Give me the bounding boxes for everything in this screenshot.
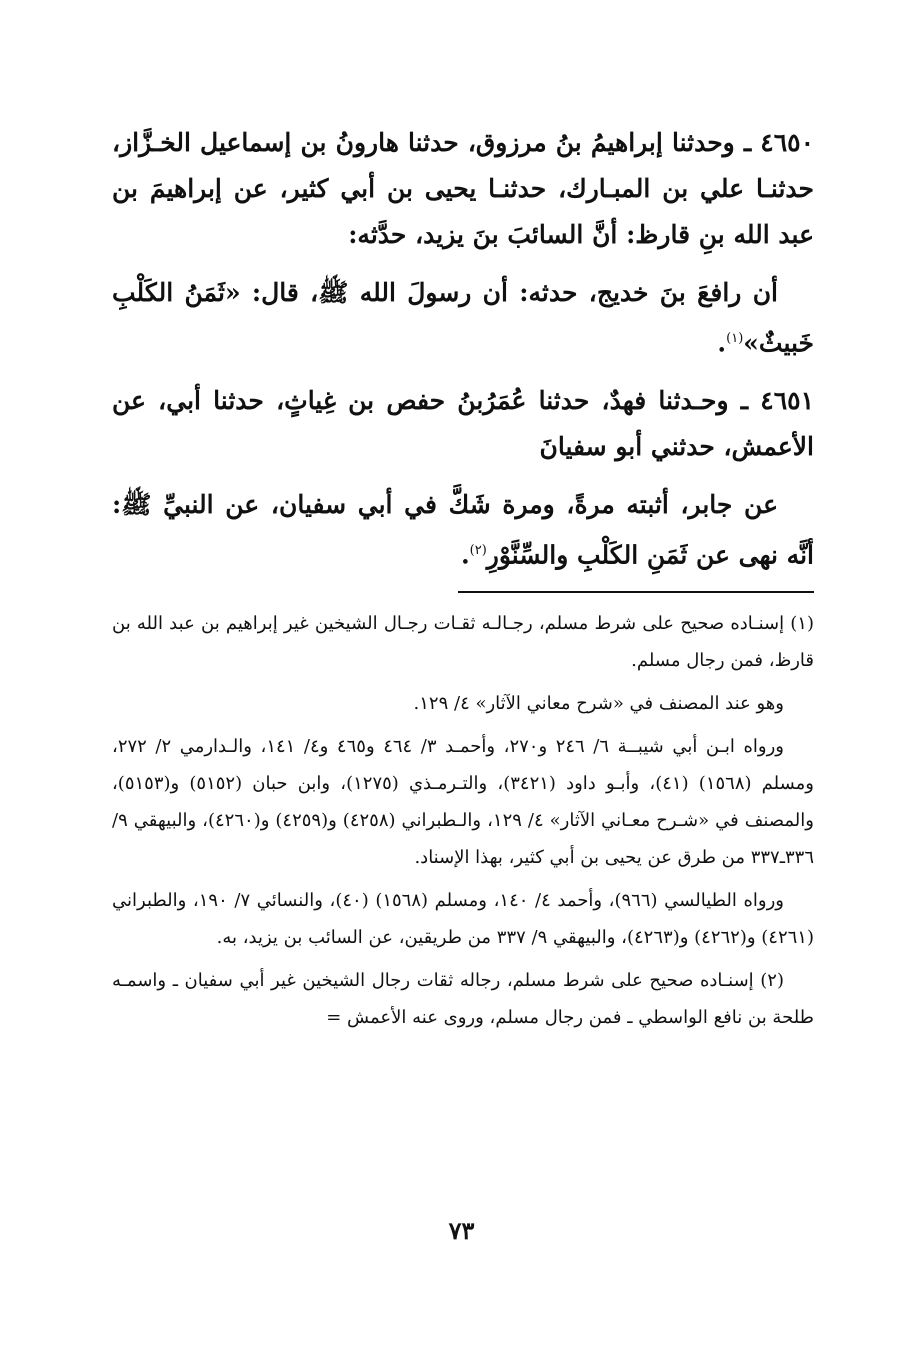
footnote-1-sources-a: ورواه ابـن أبي شيبــة ٦/ ٢٤٦ و٢٧٠، وأحمـد ٣/ ٤٦٤ و٤٦٥ و٤/ ١٤١، والـدارمي ٢/ ٢٧٢، ومسلم (١٥٦٨) (٤١)، وأبـو داود (٣٤٢١)، والتـرمـذي (١٢٧٥)، وابن حبان (٥١٥٢) و(٥١٥٣)، والمصنف في «شـرح معـاني الآثار» ٤/ ١٢٩، والـطبراني (٤٢٥٨) و(٤٢٥٩) و(٤٢٦٠)، والبيهقي ٩/ ٣٣٦ـ٣٣٧ من طرق عن يحيى بن أبي كثير، بهذا الإسناد. (112, 735, 814, 868)
hadith-4650-isnad (112, 120, 814, 258)
footnote-1-sources-b: ورواه الطيالسي (٩٦٦)، وأحمد ٤/ ١٤٠، ومسلم (١٥٦٨) (٤٠)، والنسائي ٧/ ١٩٠، والطبراني (٤٢٦١) و(٤٢٦٢) و(٤٢٦٣)، والبيهقي ٩/ ٣٣٧ من طريقين، عن السائب بن يزيد، به. (112, 889, 814, 948)
hadith-4650-end: . (717, 328, 727, 358)
hadith-4650-matn (112, 270, 814, 366)
page-number: ٧٣ (448, 1216, 475, 1245)
hadith-4650-isnad-text: ٤٦٥٠ ـ وحدثنا إبراهيمُ بنُ مرزوق، حدثنا هارونُ بن إسماعيل الخـزَّاز، حدثنـا علي بن المبـارك، حدثنـا يحيى بن أبي كثير، عن إبراهيمَ بن عبد الله بنِ قارظ: أنَّ السائبَ بنَ يزيد، حدَّثه: (112, 128, 814, 249)
footnote-marker-1: (١) (726, 331, 744, 346)
hadith-4650-matn-text: أن رافعَ بنَ خديج، حدثه: أن رسولَ الله ﷺ، قال: «ثَمَنُ الكَلْبِ خَبيثٌ» (112, 278, 814, 358)
page-body (112, 120, 814, 1042)
footnote-divider (458, 591, 814, 593)
hadith-4651-matn-text: عن جابر، أثبته مرةً، ومرة شَكَّ في أبي سفيان، عن النبيِّ ﷺ: أنَّه نهى عن ثَمَنِ الكَلْبِ والسِّنَّوْرِ (112, 490, 814, 570)
footnote-1-source: وهو عند المصنف في «شرح معاني الآثار» ٤/ ١٢٩. (413, 692, 784, 714)
hadith-4651-isnad-text: ٤٦٥١ ـ وحـدثنا فهدٌ، حدثنا عُمَرُبنُ حفص بن غِياثٍ، حدثنا أبي، عن الأعمش، حدثني أبو سفيانَ (112, 386, 814, 462)
footnote-2: (٢) إسنـاده صحيح على شرط مسلم، رجاله ثقات رجال الشيخين غير أبي سفيان ـ واسمـه طلحة بن نافع الواسطي ـ فمن رجال مسلم، وروى عنه الأعمش = (112, 969, 814, 1028)
hadith-4651-matn (112, 482, 814, 578)
footnote-marker-2: (٢) (469, 543, 487, 559)
hadith-4651-isnad (112, 378, 814, 470)
hadith-4651-end: . (460, 540, 470, 570)
footnote-1: (١) إسنـاده صحيح على شرط مسلم، رجـالـه ثقـات رجـال الشيخين غير إبراهيم بن عبد الله بن قارظ، فمن رجال مسلم. (112, 612, 814, 671)
